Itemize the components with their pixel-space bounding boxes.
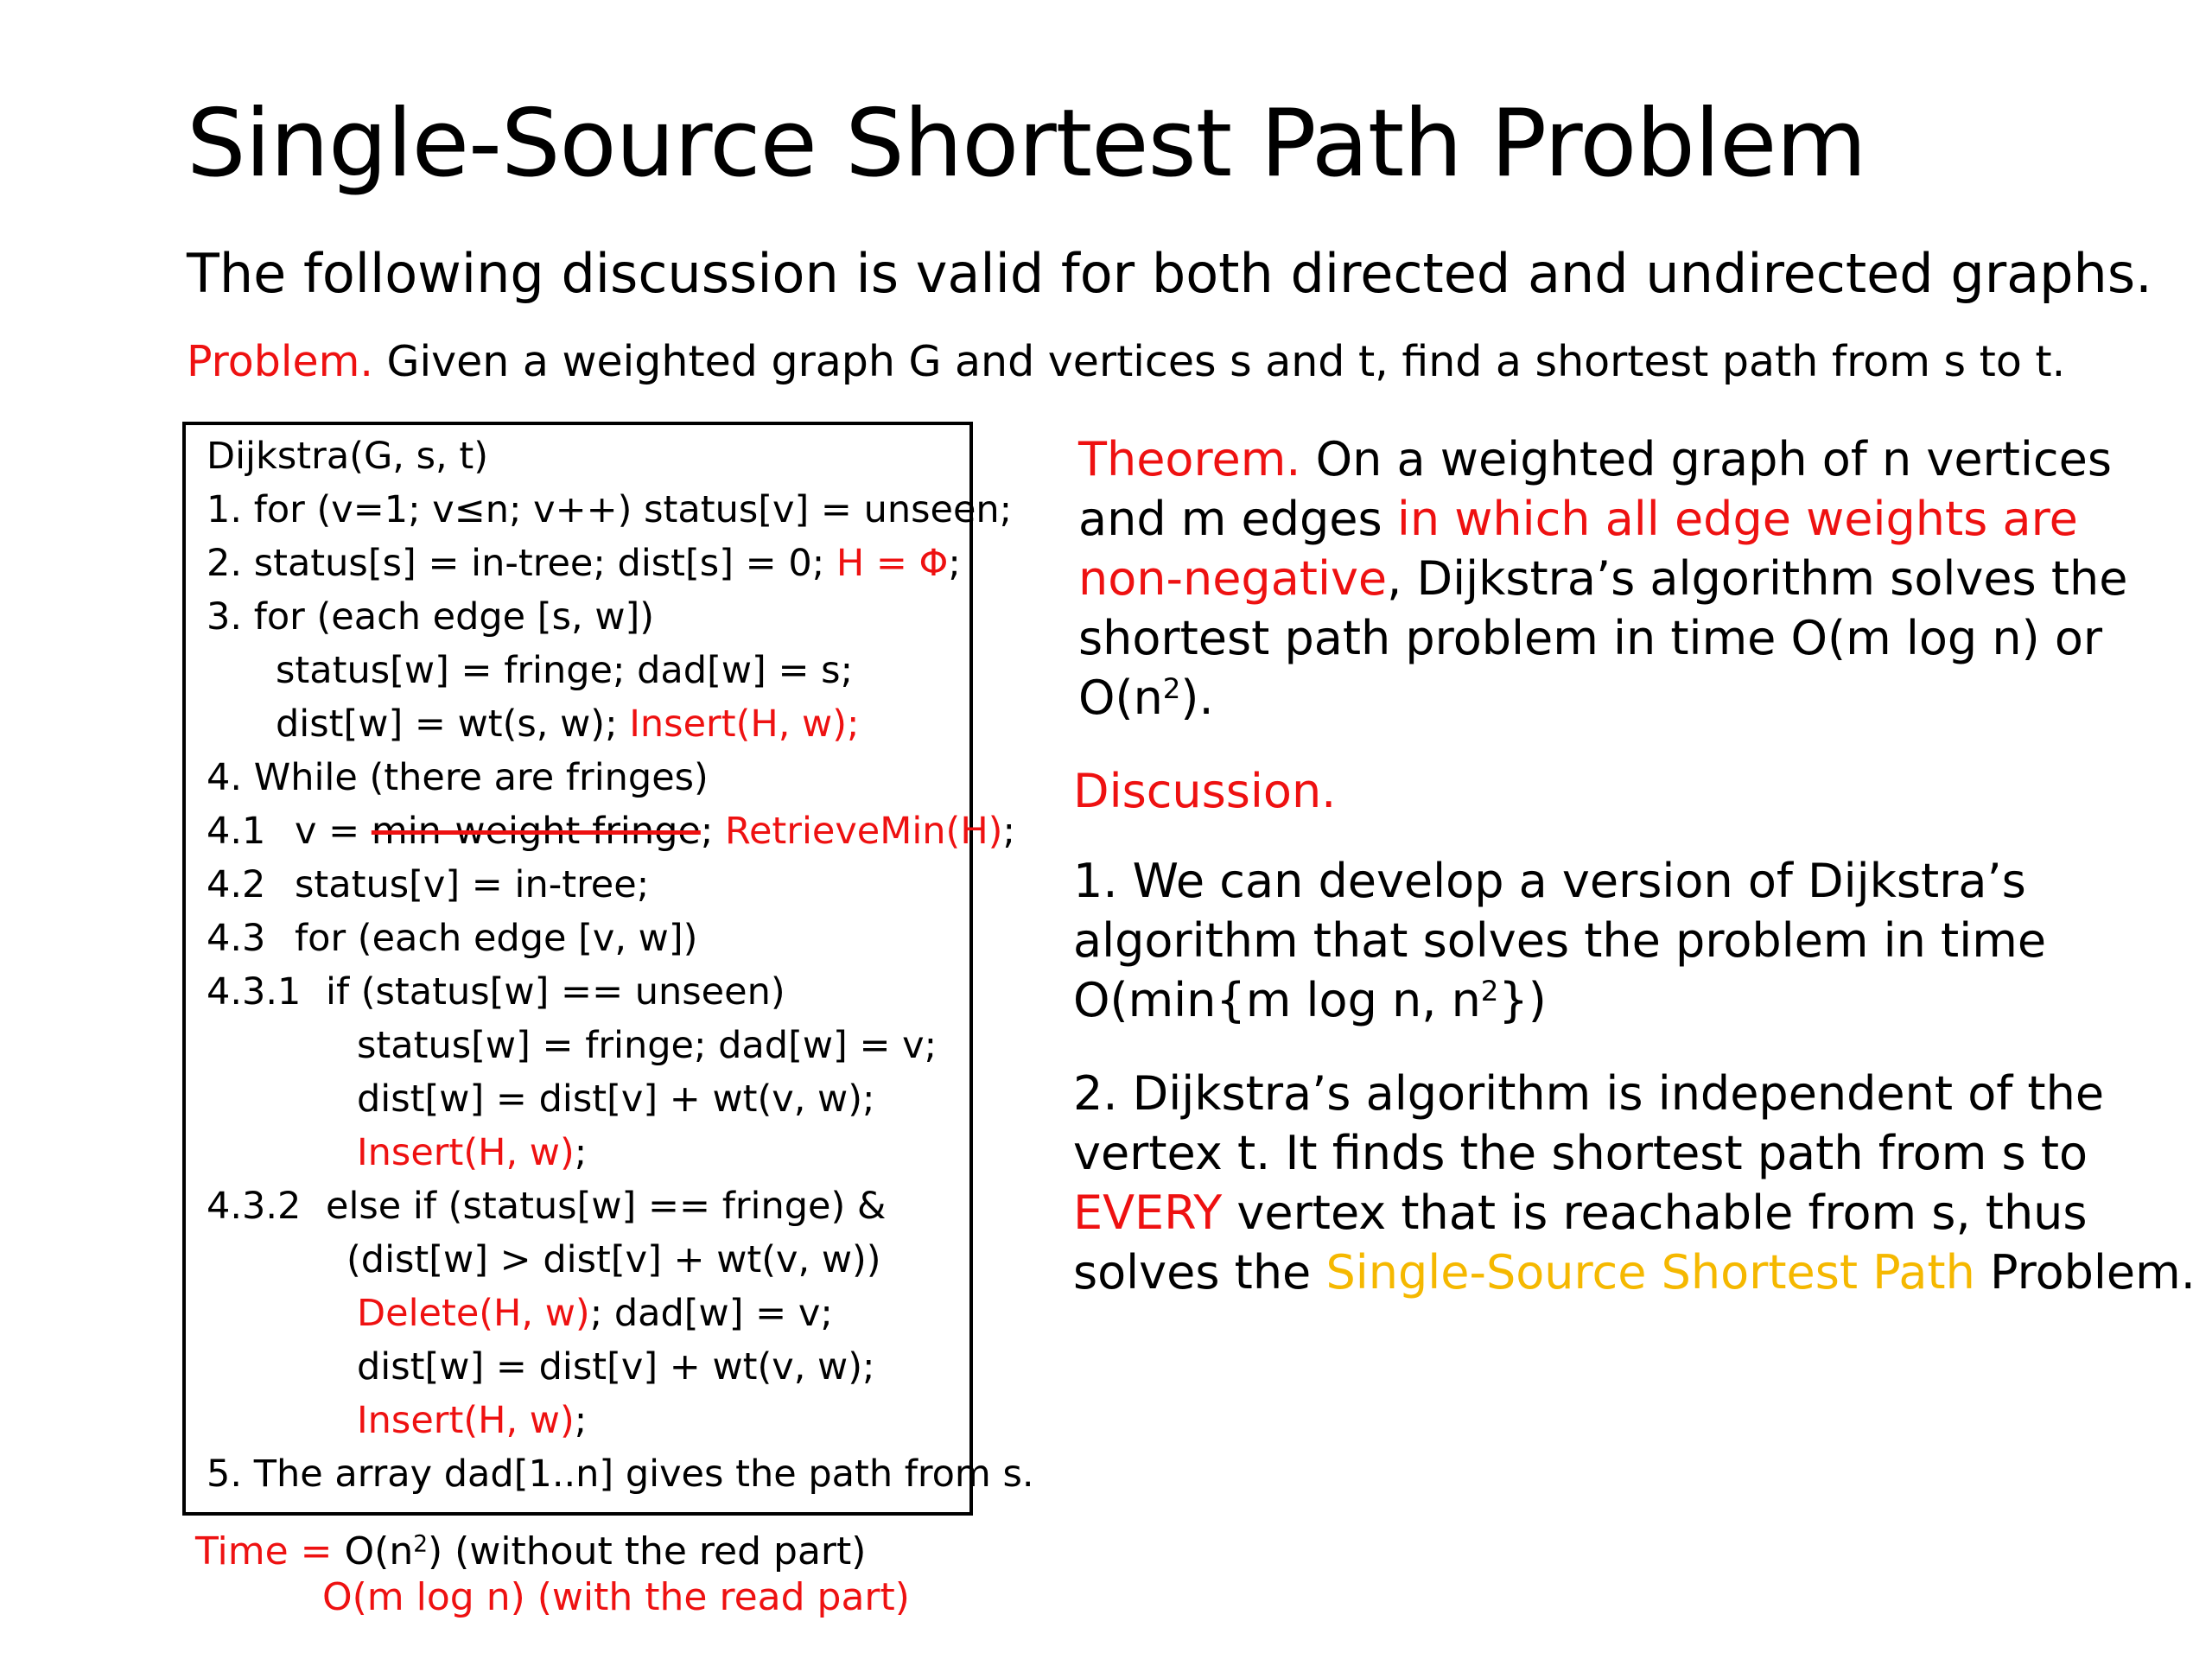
problem-label: Problem. [187, 337, 373, 386]
code-line-4-1-text: v = [295, 810, 372, 853]
code-line-2 [207, 543, 961, 585]
code-line-4-3-2-num: 4.3.2 [207, 1185, 302, 1228]
theorem-line-4: shortest path problem in time O(m log n) or [1078, 611, 2103, 665]
time-line-1 [195, 1529, 866, 1575]
discussion-2-line-4-a: solves the [1073, 1245, 1326, 1300]
code-line-4-1-semi: ; [700, 810, 726, 853]
theorem-line-5 [1078, 671, 1214, 727]
theorem-line-5-b: ). [1180, 671, 1214, 725]
theorem-line-1-text: On a weighted graph of n vertices [1300, 432, 2112, 486]
theorem-line-5-a: O(n [1078, 671, 1163, 725]
code-line-4-3-2b-delete: Delete(H, w) [357, 1292, 590, 1335]
code-line-4-2-num: 4.2 [207, 863, 266, 906]
discussion-2-line-3 [1073, 1185, 2088, 1242]
problem-statement [187, 337, 2065, 388]
discussion-2-line-4 [1073, 1245, 2196, 1301]
theorem-line-3-text: , Dijkstra’s algorithm solves the [1387, 551, 2128, 606]
theorem-line-2 [1078, 492, 2078, 548]
code-line-4-1-strikethrough: min-weight fringe [371, 810, 701, 853]
code-line-4-3-1b: dist[w] = dist[v] + wt(v, w); [357, 1077, 875, 1121]
theorem-line-2-text: and m edges [1078, 492, 1397, 546]
code-line-4-3-2d-semi: ; [574, 1399, 588, 1442]
code-line-1: 1. for (v=1; v≤n; v++) status[v] = unseen; [207, 488, 1013, 531]
code-line-4-1-end: ; [1002, 810, 1015, 853]
discussion-2-line-4-yellow: Single-Source Shortest Path [1325, 1245, 1975, 1300]
theorem-line-1 [1078, 432, 2112, 488]
time-line-2: O(m log n) (with the read part) [322, 1575, 910, 1619]
code-line-4-1 [295, 810, 1015, 853]
code-line-3a: status[w] = fringe; dad[w] = s; [276, 649, 854, 692]
code-line-4-3-1c [357, 1132, 587, 1174]
time-1-b: ) (without the red part) [428, 1529, 867, 1573]
code-line-4-3-2a: (dist[w] > dist[v] + wt(v, w)) [346, 1238, 881, 1281]
discussion-2-line-1: 2. Dijkstra’s algorithm is independent of the [1073, 1066, 2105, 1121]
page-title: Single-Source Shortest Path Problem [187, 90, 1866, 198]
code-line-4-1-num: 4.1 [207, 810, 266, 853]
code-header: Dijkstra(G, s, t) [207, 435, 489, 478]
code-line-4-1-retrieve: RetrieveMin(H) [725, 810, 1003, 853]
code-line-5: 5. The array dad[1..n] gives the path from s. [207, 1452, 1034, 1496]
code-line-4-3-2d [357, 1400, 587, 1442]
code-line-4-3: for (each edge [v, w]) [295, 917, 698, 960]
discussion-heading: Discussion. [1073, 764, 1337, 818]
code-line-4-3-2c: dist[w] = dist[v] + wt(v, w); [357, 1345, 875, 1389]
code-line-3b-insert: Insert(H, w); [629, 702, 860, 746]
discussion-2-line-3-text: vertex that is reachable from s, thus [1222, 1185, 2088, 1240]
discussion-2-line-2: vertex t. It finds the shortest path from s to [1073, 1126, 2088, 1180]
code-line-3b [276, 703, 859, 746]
code-line-4-3-num: 4.3 [207, 917, 266, 960]
discussion-1-line-3 [1073, 973, 1547, 1029]
code-line-3: 3. for (each edge [s, w]) [207, 595, 655, 639]
discussion-1-line-3-sup: 2 [1480, 975, 1499, 1008]
code-line-4-3-2: else if (status[w] == fringe) & [326, 1185, 887, 1228]
discussion-1-line-3-b: }) [1498, 973, 1547, 1027]
theorem-line-2-red: in which all edge weights are [1396, 492, 2078, 546]
discussion-1-line-1: 1. We can develop a version of Dijkstra’s [1073, 854, 2026, 908]
theorem-line-3-red: non-negative [1078, 551, 1388, 606]
code-line-4-3-1a: status[w] = fringe; dad[w] = v; [357, 1024, 938, 1067]
theorem-line-5-sup: 2 [1162, 672, 1181, 706]
code-line-4-3-1-num: 4.3.1 [207, 970, 302, 1014]
code-line-2-text: 2. status[s] = in-tree; dist[s] = 0; [207, 542, 836, 585]
theorem-label: Theorem. [1078, 432, 1301, 486]
subtitle: The following discussion is valid for both directed and undirected graphs. [187, 242, 2152, 305]
discussion-2-line-3-red: EVERY [1073, 1185, 1223, 1240]
theorem-line-3 [1078, 551, 2127, 607]
pseudocode-box [182, 422, 1034, 1516]
discussion-1-line-3-a: O(min{m log n, n [1073, 973, 1481, 1027]
time-1-sup: 2 [413, 1530, 429, 1558]
code-line-4-3-2b [357, 1293, 833, 1335]
time-1-a: O(n [344, 1529, 414, 1573]
time-label: Time = [195, 1529, 345, 1573]
discussion-2-line-4-b: Problem. [1974, 1245, 2196, 1300]
code-line-4-2: status[v] = in-tree; [295, 863, 650, 906]
problem-text: Given a weighted graph G and vertices s and t, find a shortest path from s to t. [372, 337, 2066, 386]
code-line-4-3-1: if (status[w] == unseen) [326, 970, 785, 1014]
code-line-3b-text: dist[w] = wt(s, w); [276, 702, 630, 746]
code-line-4-3-1c-insert: Insert(H, w) [357, 1131, 575, 1174]
code-line-2-semi: ; [948, 542, 961, 585]
code-line-4-3-1c-semi: ; [574, 1131, 588, 1174]
code-line-4-3-2b-text: ; dad[w] = v; [589, 1292, 833, 1335]
discussion-1-line-2: algorithm that solves the problem in time [1073, 913, 2047, 968]
code-line-2-heap: H = Φ [836, 542, 949, 585]
code-line-4: 4. While (there are fringes) [207, 756, 709, 799]
code-line-4-3-2d-insert: Insert(H, w) [357, 1399, 575, 1442]
